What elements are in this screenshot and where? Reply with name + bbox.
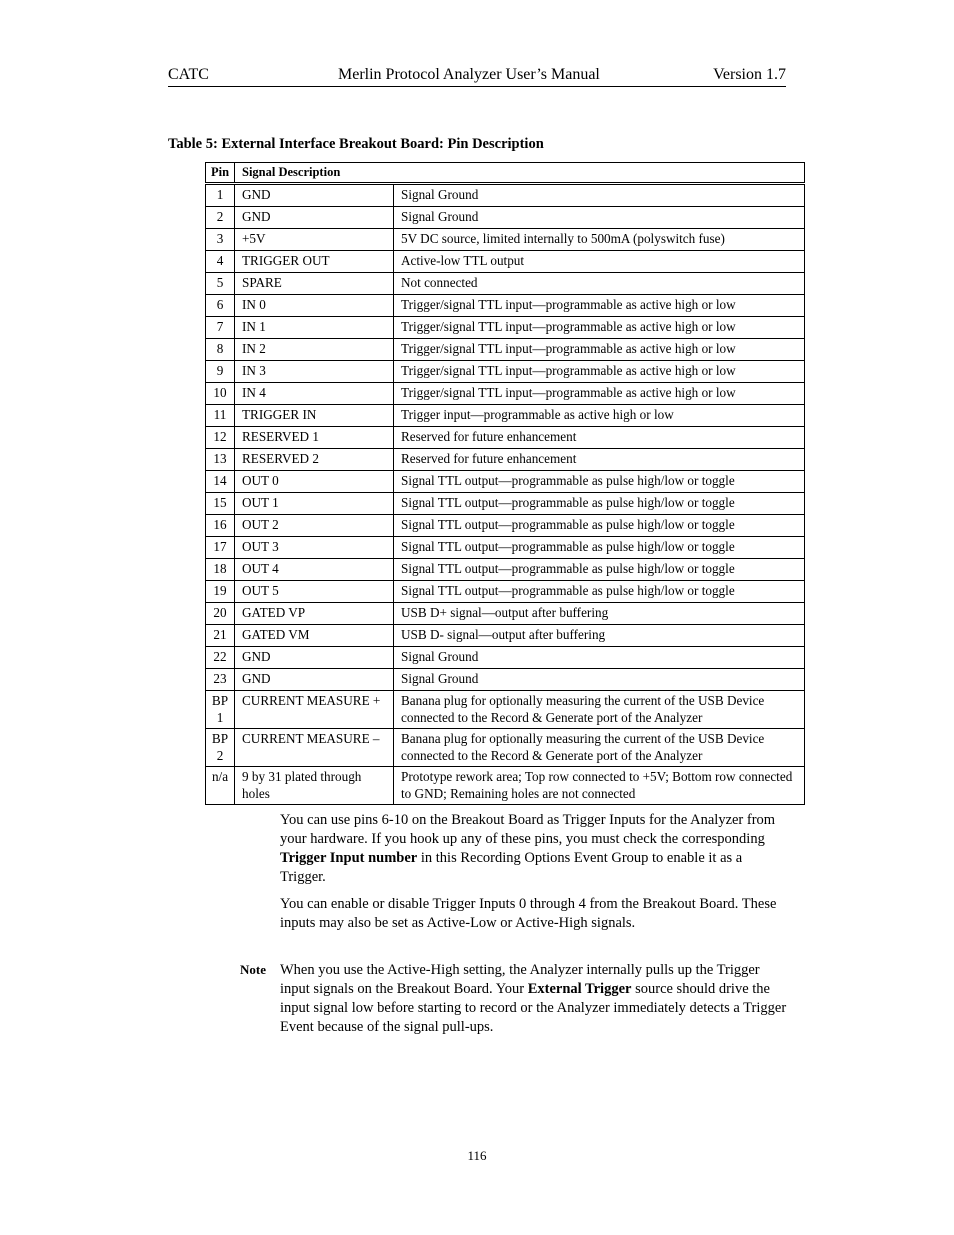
table-title: Table 5: External Interface Breakout Board: Pin Description bbox=[168, 136, 544, 152]
signal-cell: TRIGGER OUT bbox=[235, 251, 394, 273]
note-text-start: When you use the Active-High setting, the Analyzer internally pulls up the Trigger input signals on the Breakout Board. Your bbox=[280, 962, 760, 997]
pin-cell: 16 bbox=[206, 515, 235, 537]
pin-cell: 17 bbox=[206, 537, 235, 559]
table-row bbox=[206, 559, 805, 581]
description-cell: Reserved for future enhancement bbox=[394, 427, 805, 449]
description-cell: Signal TTL output—programmable as pulse high/low or toggle bbox=[394, 471, 805, 493]
note-text-end: source should drive the input signal low before starting to record or the Analyzer immediately detects a Trigger Event because of the signal pull-ups. bbox=[280, 981, 787, 1035]
signal-cell: GND bbox=[235, 669, 394, 691]
table-row bbox=[206, 767, 805, 805]
pin-cell: 9 bbox=[206, 361, 235, 383]
signal-cell: GND bbox=[235, 647, 394, 669]
description-cell: 5V DC source, limited internally to 500mA (polyswitch fuse) bbox=[394, 229, 805, 251]
pin-cell: 3 bbox=[206, 229, 235, 251]
pin-cell: 11 bbox=[206, 405, 235, 427]
signal-cell: OUT 3 bbox=[235, 537, 394, 559]
description-cell: Trigger/signal TTL input—programmable as active high or low bbox=[394, 383, 805, 405]
pin-cell: 2 bbox=[206, 207, 235, 229]
table-row bbox=[206, 251, 805, 273]
signal-cell: RESERVED 1 bbox=[235, 427, 394, 449]
note-text bbox=[280, 961, 790, 1037]
signal-cell: OUT 0 bbox=[235, 471, 394, 493]
signal-cell: OUT 5 bbox=[235, 581, 394, 603]
pin-cell: 13 bbox=[206, 449, 235, 471]
table-row bbox=[206, 515, 805, 537]
pin-cell: BP 1 bbox=[206, 691, 235, 729]
signal-cell: +5V bbox=[235, 229, 394, 251]
pin-cell: 23 bbox=[206, 669, 235, 691]
table-body bbox=[206, 184, 805, 805]
table-row bbox=[206, 383, 805, 405]
pin-cell: 12 bbox=[206, 427, 235, 449]
signal-cell: TRIGGER IN bbox=[235, 405, 394, 427]
pin-cell: n/a bbox=[206, 767, 235, 805]
description-cell: Signal Ground bbox=[394, 669, 805, 691]
description-cell: Trigger/signal TTL input—programmable as active high or low bbox=[394, 317, 805, 339]
signal-cell: IN 2 bbox=[235, 339, 394, 361]
p1-text-start: You can use pins 6-10 on the Breakout Board as Trigger Inputs for the Analyzer from your hardware. If you hook up any of these pins, you must check the corresponding bbox=[280, 812, 776, 847]
description-cell: Signal Ground bbox=[394, 184, 805, 207]
table-row bbox=[206, 729, 805, 767]
header-company: CATC bbox=[168, 66, 209, 83]
description-cell: Prototype rework area; Top row connected to +5V; Bottom row connected to GND; Remaining holes are not connected bbox=[394, 767, 805, 805]
signal-cell: IN 1 bbox=[235, 317, 394, 339]
pin-cell: 7 bbox=[206, 317, 235, 339]
description-cell: Reserved for future enhancement bbox=[394, 449, 805, 471]
signal-cell: RESERVED 2 bbox=[235, 449, 394, 471]
table-row bbox=[206, 537, 805, 559]
table-row bbox=[206, 647, 805, 669]
pin-cell: 21 bbox=[206, 625, 235, 647]
pin-cell: BP 2 bbox=[206, 729, 235, 767]
page-number: 116 bbox=[467, 1148, 487, 1163]
table-row bbox=[206, 625, 805, 647]
pin-cell: 8 bbox=[206, 339, 235, 361]
description-cell: Not connected bbox=[394, 273, 805, 295]
signal-cell: GND bbox=[235, 184, 394, 207]
table-row bbox=[206, 493, 805, 515]
pin-cell: 14 bbox=[206, 471, 235, 493]
description-cell: Trigger/signal TTL input—programmable as active high or low bbox=[394, 339, 805, 361]
description-cell: Trigger/signal TTL input—programmable as active high or low bbox=[394, 361, 805, 383]
p1-text-end: in this Recording Options Event Group to enable it as a Trigger. bbox=[280, 850, 743, 885]
column-header-pin: Pin bbox=[206, 163, 235, 184]
description-cell: Signal TTL output—programmable as pulse high/low or toggle bbox=[394, 515, 805, 537]
table-row bbox=[206, 339, 805, 361]
signal-cell: OUT 2 bbox=[235, 515, 394, 537]
header-version: Version 1.7 bbox=[713, 66, 786, 83]
table-row bbox=[206, 449, 805, 471]
pin-cell: 20 bbox=[206, 603, 235, 625]
pin-cell: 5 bbox=[206, 273, 235, 295]
paragraph-enable-disable: You can enable or disable Trigger Inputs 0 through 4 from the Breakout Board. These inputs may also be set as Active-Low or Active-High signals. bbox=[280, 896, 777, 931]
table-row bbox=[206, 317, 805, 339]
pin-cell: 1 bbox=[206, 184, 235, 207]
note-bold-term: External Trigger bbox=[527, 981, 632, 997]
description-cell: Signal Ground bbox=[394, 647, 805, 669]
pin-description-table bbox=[205, 162, 805, 805]
description-cell: Signal TTL output—programmable as pulse high/low or toggle bbox=[394, 493, 805, 515]
description-cell: Signal TTL output—programmable as pulse high/low or toggle bbox=[394, 581, 805, 603]
description-cell: Banana plug for optionally measuring the current of the USB Device connected to the Record & Generate port of the Analyzer bbox=[394, 729, 805, 767]
table-row bbox=[206, 273, 805, 295]
table-row bbox=[206, 603, 805, 625]
header-manual-title: Merlin Protocol Analyzer User’s Manual bbox=[338, 66, 600, 83]
table-row bbox=[206, 361, 805, 383]
description-cell: Signal TTL output—programmable as pulse high/low or toggle bbox=[394, 559, 805, 581]
pin-cell: 19 bbox=[206, 581, 235, 603]
pin-cell: 4 bbox=[206, 251, 235, 273]
signal-cell: GND bbox=[235, 207, 394, 229]
p1-bold-term: Trigger Input number bbox=[280, 850, 418, 866]
table-row bbox=[206, 471, 805, 493]
signal-cell: GATED VP bbox=[235, 603, 394, 625]
signal-cell: IN 3 bbox=[235, 361, 394, 383]
signal-cell: GATED VM bbox=[235, 625, 394, 647]
table-row bbox=[206, 691, 805, 729]
description-cell: Signal TTL output—programmable as pulse high/low or toggle bbox=[394, 537, 805, 559]
description-cell: Signal Ground bbox=[394, 207, 805, 229]
description-cell: USB D- signal—output after buffering bbox=[394, 625, 805, 647]
table-row bbox=[206, 229, 805, 251]
description-cell: Banana plug for optionally measuring the current of the USB Device connected to the Record & Generate port of the Analyzer bbox=[394, 691, 805, 729]
table-row bbox=[206, 207, 805, 229]
signal-cell: CURRENT MEASURE – bbox=[235, 729, 394, 767]
paragraph-trigger-inputs bbox=[280, 811, 790, 887]
signal-cell: IN 0 bbox=[235, 295, 394, 317]
table-row bbox=[206, 427, 805, 449]
table-row bbox=[206, 184, 805, 207]
table-row bbox=[206, 581, 805, 603]
table-row bbox=[206, 669, 805, 691]
pin-cell: 6 bbox=[206, 295, 235, 317]
pin-cell: 18 bbox=[206, 559, 235, 581]
table-row bbox=[206, 405, 805, 427]
signal-cell: CURRENT MEASURE + bbox=[235, 691, 394, 729]
table-header-row bbox=[206, 163, 805, 184]
pin-cell: 22 bbox=[206, 647, 235, 669]
signal-cell: OUT 4 bbox=[235, 559, 394, 581]
pin-cell: 15 bbox=[206, 493, 235, 515]
page-header bbox=[168, 66, 786, 87]
signal-cell: SPARE bbox=[235, 273, 394, 295]
description-cell: USB D+ signal—output after buffering bbox=[394, 603, 805, 625]
pin-cell: 10 bbox=[206, 383, 235, 405]
signal-cell: 9 by 31 plated through holes bbox=[235, 767, 394, 805]
description-cell: Trigger input—programmable as active high or low bbox=[394, 405, 805, 427]
signal-cell: OUT 1 bbox=[235, 493, 394, 515]
signal-cell: IN 4 bbox=[235, 383, 394, 405]
description-cell: Trigger/signal TTL input—programmable as active high or low bbox=[394, 295, 805, 317]
note-label: Note bbox=[240, 962, 266, 977]
description-cell: Active-low TTL output bbox=[394, 251, 805, 273]
table-row bbox=[206, 295, 805, 317]
column-header-signal-description: Signal Description bbox=[235, 163, 805, 184]
